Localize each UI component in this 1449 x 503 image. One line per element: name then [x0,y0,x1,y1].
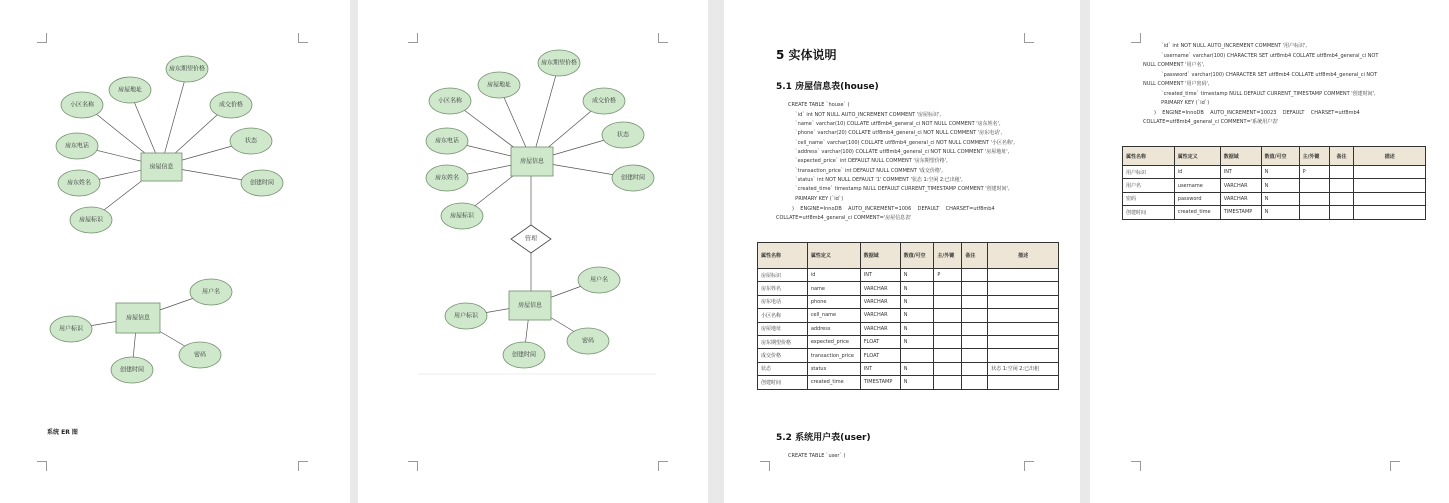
attribute-label: 小区名称 [69,101,95,109]
code-line: `status` int NOT NULL DEFAULT '1' COMMENT '状态 1:空闲 2:已出租', [792,177,963,183]
table-row [1123,192,1426,205]
attribute-label: 房东期望价格 [168,65,206,73]
attribute-label: 房屋地址 [117,86,143,94]
code-line: `phone` varchar(20) COLLATE utf8mb4_general_ci NOT NULL COMMENT '房东电话', [792,130,1003,136]
table-cell [962,309,988,322]
table-cell [1329,179,1354,192]
table-cell: created_time [1174,206,1220,219]
attribute-label: 用户标识 [58,325,84,333]
er-relationship [511,225,551,253]
table-cell: 房屋标识 [758,269,808,282]
house-attribute-table [757,242,1059,390]
attribute-label: 密码 [581,337,595,345]
document-page-1 [0,0,350,503]
table-cell: N [1261,166,1299,179]
table-header-row [1123,147,1426,166]
er-diagram-house [426,50,654,292]
code-line: COLLATE=utf8mb4_general_ci COMMENT='系统用户表' [1143,119,1279,125]
attribute-label: 状态 [616,131,630,139]
code-line: `name` varchar(10) COLLATE utf8mb4_general_ci NOT NULL COMMENT '房东姓名', [792,121,1001,127]
table-cell: FLOAT [860,349,900,362]
code-line: CREATE TABLE `house` ( [788,102,850,108]
table-cell: P [934,269,962,282]
attribute-label: 状态 [244,137,258,145]
table-cell [988,349,1059,362]
table-cell: phone [807,295,860,308]
table-cell [934,349,962,362]
attribute-label: 用户名 [201,288,221,296]
table-cell [962,335,988,348]
table-cell [934,322,962,335]
code-line: `address` varchar(100) COLLATE utf8mb4_general_ci NOT NULL COMMENT '房屋地址', [792,149,1010,155]
table-cell: N [1261,179,1299,192]
code-line: `created_time` timestamp NULL DEFAULT CURRENT_TIMESTAMP COMMENT '创建时间', [1158,91,1376,97]
code-line: `expected_price` int DEFAULT NULL COMMENT '房东期望价格', [792,158,948,164]
attribute-label: 房屋标识 [449,212,475,220]
table-cell [900,349,934,362]
table-cell: 小区名称 [758,309,808,322]
table-cell: address [807,322,860,335]
table-row [758,362,1059,375]
table-cell: N [900,282,934,295]
subsection-title-user: 5.2 系统用户表(user) [776,433,871,443]
table-header-cell: 数值/可空 [900,243,934,269]
section-title: 5 实体说明 [776,48,837,62]
table-row [758,349,1059,362]
table-cell [988,322,1059,335]
table-cell: N [900,376,934,389]
table-cell: TIMESTAMP [1220,206,1261,219]
table-cell [1354,192,1426,205]
table-cell: INT [860,362,900,375]
table-cell [934,295,962,308]
code-line: `username` varchar(100) CHARACTER SET utf8mb4 COLLATE utf8mb4_general_ci NOT [1158,53,1379,59]
attribute-label: 创建时间 [511,351,537,359]
table-cell [988,269,1059,282]
table-cell: P [1299,166,1329,179]
entity-label: 房屋信息 [125,314,151,322]
table-cell: VARCHAR [1220,179,1261,192]
attribute-label: 房东电话 [64,142,90,150]
table-cell: N [900,295,934,308]
table-cell: FLOAT [860,335,900,348]
table-header-cell: 描述 [988,243,1059,269]
table-cell: N [1261,192,1299,205]
attribute-label: 小区名称 [437,97,463,105]
table-header-cell: 属性定义 [807,243,860,269]
document-page-2 [358,0,708,503]
attribute-label: 房东电话 [434,137,460,145]
table-header-cell: 数据域 [1220,147,1261,166]
attribute-label: 房东姓名 [434,174,460,182]
table-cell: 房东电话 [758,295,808,308]
er-diagram-page2 [358,0,708,503]
table-cell [962,282,988,295]
table-cell: name [807,282,860,295]
table-cell [934,309,962,322]
table-cell: INT [1220,166,1261,179]
attribute-label: 房东姓名 [66,179,92,187]
attribute-label: 房东期望价格 [540,59,578,67]
table-cell [934,282,962,295]
table-cell: 房屋地址 [758,322,808,335]
table-row [758,335,1059,348]
table-cell [1299,179,1329,192]
table-cell: INT [860,269,900,282]
table-cell: id [807,269,860,282]
table-cell [1329,166,1354,179]
code-line: ) ENGINE=InnoDB AUTO_INCREMENT=1006 DEFAULT CHARSET=utf8mb4 [792,206,995,212]
table-row [758,376,1059,389]
table-cell: 用户名 [1123,179,1175,192]
table-cell [988,376,1059,389]
entity-label: 房屋信息 [519,158,545,165]
table-row [1123,166,1426,179]
table-cell [1354,166,1426,179]
table-cell [988,335,1059,348]
code-line: PRIMARY KEY (`id`) [792,196,844,202]
table-cell [934,335,962,348]
code-line: PRIMARY KEY (`id`) [1158,100,1210,106]
table-header-cell: 主/外键 [1299,147,1329,166]
table-cell [1329,192,1354,205]
table-row [758,269,1059,282]
attribute-label: 创建时间 [249,179,275,187]
table-cell: N [1261,206,1299,219]
er-diagram-user [445,267,620,368]
table-cell [1299,192,1329,205]
table-cell [1299,206,1329,219]
table-cell: 创建时间 [758,376,808,389]
table-cell: created_time [807,376,860,389]
code-line: CREATE TABLE `user` ( [788,453,846,459]
table-cell: transaction_price [807,349,860,362]
table-cell: TIMESTAMP [860,376,900,389]
er-diagram-house [56,56,283,233]
code-line: `id` int NOT NULL AUTO_INCREMENT COMMENT '用户标识', [1158,43,1308,49]
table-cell: 密码 [1123,192,1175,205]
table-cell: 状态 1:空闲 2:已出租 [988,362,1059,375]
table-header-cell: 属性名称 [758,243,808,269]
attribute-label: 成交价格 [218,101,244,109]
table-cell: VARCHAR [860,309,900,322]
code-line: COLLATE=utf8mb4_general_ci COMMENT='房屋信息表' [776,215,912,221]
table-row [758,282,1059,295]
table-cell: VARCHAR [860,282,900,295]
table-cell: id [1174,166,1220,179]
table-cell [962,322,988,335]
table-cell [962,349,988,362]
table-cell [988,282,1059,295]
table-cell: 成交价格 [758,349,808,362]
attribute-label: 创建时间 [119,366,145,374]
attribute-label: 用户名 [589,276,609,284]
table-header-cell: 备注 [1329,147,1354,166]
table-header-cell: 属性定义 [1174,147,1220,166]
table-header-cell: 数值/可空 [1261,147,1299,166]
table-cell: username [1174,179,1220,192]
table-cell: 用户标识 [1123,166,1175,179]
attribute-label: 房屋标识 [78,216,104,224]
table-row [758,295,1059,308]
attribute-label: 用户标识 [453,312,479,320]
table-cell: 房东姓名 [758,282,808,295]
figure-caption: 系统 ER 图 [47,429,78,436]
table-cell [988,295,1059,308]
table-cell [962,295,988,308]
table-cell: cell_name [807,309,860,322]
subsection-title-house: 5.1 房屋信息表(house) [776,82,879,92]
code-line: NULL COMMENT '用户密码', [1143,81,1210,87]
table-cell: N [900,309,934,322]
code-line: `id` int NOT NULL AUTO_INCREMENT COMMENT '房屋标识', [792,112,942,118]
table-cell [934,362,962,375]
table-cell: expected_price [807,335,860,348]
table-cell: VARCHAR [860,322,900,335]
table-header-cell: 描述 [1354,147,1426,166]
table-cell: N [900,335,934,348]
table-cell: 创建时间 [1123,206,1175,219]
table-cell: status [807,362,860,375]
table-header-row [758,243,1059,269]
relationship-label: 管理 [524,235,538,243]
entity-label: 房屋信息 [517,302,543,309]
table-header-cell: 主/外键 [934,243,962,269]
table-cell: password [1174,192,1220,205]
table-header-cell: 属性名称 [1123,147,1175,166]
attribute-label: 密码 [193,351,207,359]
table-cell [962,376,988,389]
attribute-label: 房屋地址 [486,81,512,89]
code-line: `password` varchar(100) CHARACTER SET utf8mb4 COLLATE utf8mb4_general_ci NOT [1158,72,1378,78]
code-line: NULL COMMENT '用户名', [1143,62,1205,68]
table-cell [1329,206,1354,219]
table-cell [1354,179,1426,192]
table-row [758,309,1059,322]
table-cell [988,309,1059,322]
table-header-cell: 数据域 [860,243,900,269]
table-cell [962,269,988,282]
table-cell [934,376,962,389]
document-page-3 [724,0,1080,503]
table-cell: VARCHAR [860,295,900,308]
attribute-label: 创建时间 [620,174,646,182]
er-diagram-user [50,279,232,383]
table-row [758,322,1059,335]
table-row [1123,179,1426,192]
table-cell: N [900,362,934,375]
attribute-label: 成交价格 [591,97,617,105]
code-line: `transaction_price` int DEFAULT NULL COMMENT '成交价格', [792,168,943,174]
table-row [1123,206,1426,219]
entity-label: 房屋信息 [149,163,174,171]
table-cell [1354,206,1426,219]
table-cell [962,362,988,375]
code-line: `cell_name` varchar(100) COLLATE utf8mb4_general_ci NOT NULL COMMENT '小区名称', [792,140,1015,146]
table-header-cell: 备注 [962,243,988,269]
table-cell: VARCHAR [1220,192,1261,205]
code-line: `created_time` timestamp NULL DEFAULT CURRENT_TIMESTAMP COMMENT '创建时间', [792,186,1010,192]
table-cell: N [900,322,934,335]
table-cell: N [900,269,934,282]
document-page-4 [1090,0,1449,503]
user-attribute-table [1122,146,1426,220]
table-cell: 房东期望价格 [758,335,808,348]
code-line: ) ENGINE=InnoDB AUTO_INCREMENT=10023 DEFAULT CHARSET=utf8mb4 [1154,110,1360,116]
table-cell: 状态 [758,362,808,375]
